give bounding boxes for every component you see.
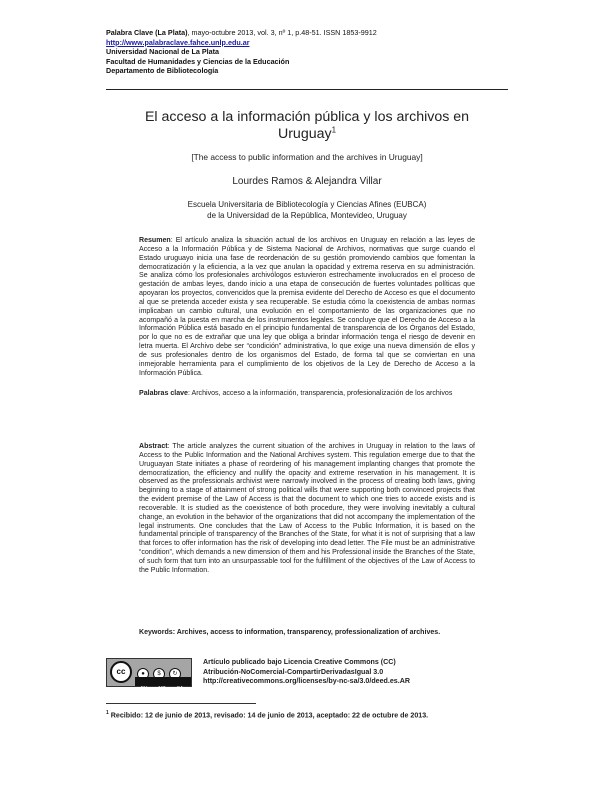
license-block	[106, 656, 526, 692]
article-subtitle: [The access to public information and the archives in Uruguay]	[191, 152, 423, 162]
department-name: Departamento de Bibliotecología	[106, 66, 219, 76]
journal-citation	[106, 28, 526, 38]
keywords-paragraph	[139, 629, 475, 638]
cc-nc-label: NC	[158, 686, 166, 692]
footnote-divider	[106, 703, 256, 704]
cc-attribute-icons	[137, 662, 191, 676]
abstract-label: Abstract	[139, 443, 168, 450]
sa-share-icon: ↻	[169, 668, 181, 680]
cc-by-label: BY	[140, 686, 148, 692]
nc-dollar-icon: $	[153, 668, 165, 680]
title-line-1: El acceso a la información pública y los archivos en	[144, 109, 470, 125]
keywords-label: Keywords	[139, 629, 173, 636]
journal-url-link[interactable]: http://www.palabraclave.fahce.unlp.edu.ar	[106, 37, 250, 47]
university-name: Universidad Nacional de La Plata	[106, 47, 220, 57]
title-line-2: Uruguay	[277, 126, 332, 142]
license-url[interactable]: http://creativecommons.org/licenses/by-nc-sa/3.0/deed.es.AR	[203, 677, 410, 685]
resumen-text: : El artículo analiza la situación actual de los archivos en Uruguay en relación a las leyes de Acceso a la Información Pública y de Sistema Nacional de Archivos, normativas que surge cuando el Estado uruguayo inicia una fase de reordenación de su gestión promoviendo cambios que fomentan la democratización y la eficiencia, a la vez que anulan la opacidad y extrema reserva en su administración. Se analiza cómo los profesionales archivólogos estuvieron estrechamente involucrados en el proceso de gestación de ambas leyes, dando inicio a una etapa de consecución de fuertes voluntades políticas que apoyaran los proyectos, convencidos que la premisa evidente del Derecho de Acceso es que el documento al que se pretenda acceder exista y sea recuperable. Se estudia cómo la coexistencia de ambas normas implicaban un cambio cultural, una evolución en el comportamiento de las organizaciones que no acompañó a la puesta en marcha de los instrumentos legales. Se concluye que el Derecho de Acceso a la Información Pública está basado en el principio fundamental de transparencia de los Órganos del Estado, por lo que no es de extrañar que una ley que obliga a brindar información tenga el riesgo de devenir en letra muerta. El Archivo debe ser “condición” administrativa, lo que exige una nueva dimensión de ellos y de sus profesionales dentro de los organismos del Estado, de forma tal que se conviertan en una inmejorable herramienta para el cumplimiento de los objetivos de la Ley de Derecho de Acceso a la Información Pública.	[139, 237, 475, 377]
palabras-clave-text: : Archivos, acceso a la información, transparencia, profesionalización de los archivos	[187, 390, 453, 397]
footnote-text: Recibido: 12 de junio de 2013, revisado: 14 de junio de 2013, aceptado: 22 de octubre de 2013.	[110, 711, 429, 720]
abstract-paragraph	[139, 443, 475, 576]
journal-citation-details: , mayo-octubre 2013, vol. 3, nº 1, p.48-51. ISSN 1853-9912	[187, 28, 377, 37]
faculty-name: Facultad de Humanidades y Ciencias de la Educación	[106, 56, 290, 66]
cc-icon: cc	[110, 661, 132, 683]
journal-header	[106, 28, 526, 76]
title-footnote-mark[interactable]: 1	[331, 125, 337, 135]
resumen-paragraph	[139, 237, 475, 379]
author-affiliation	[106, 199, 508, 221]
cc-sa-label: SA	[176, 686, 184, 692]
journal-name: Palabra Clave (La Plata)	[106, 28, 188, 37]
by-person-icon: ●	[137, 668, 149, 680]
keywords-text: : Archives, access to information, transparency, professionalization of archives.	[172, 629, 441, 636]
cc-license-badge[interactable]	[106, 658, 192, 692]
article-title	[106, 109, 508, 143]
license-text	[203, 658, 410, 687]
footnote	[106, 710, 526, 719]
palabras-clave-label: Palabras clave	[139, 390, 188, 397]
affiliation-line-2: de la Universidad de la República, Montevideo, Uruguay	[207, 211, 407, 220]
license-line-1: Artículo publicado bajo Licencia Creative Commons (CC)	[203, 658, 396, 666]
license-line-2: Atribución-NoComercial-CompartirDerivadasIgual 3.0	[203, 667, 384, 676]
palabras-clave-paragraph	[139, 390, 475, 399]
header-divider	[106, 89, 508, 90]
affiliation-line-1: Escuela Universitaria de Bibliotecología y Ciencias Afines (EUBCA)	[187, 200, 427, 209]
article-authors: Lourdes Ramos & Alejandra Villar	[232, 176, 382, 187]
resumen-label: Resumen	[139, 237, 171, 244]
abstract-text: : The article analyzes the current situation of the archives in Uruguay in relation to the laws of Access to the Public Information and the National Archives system. This regulation emerge due to that the Uruguayan State initiates a phase of reordering of his management implanting changes that promote the democratization, the efficiency and nullify the opacity and extreme reservation in his management. It is observed as the professionals archivist were narrowly involved in the process of creating both laws, giving beginning to a stage of attainment of strong political wills that were supporting both convinced projects that the evident premise of the Law of Access is that the document to which one tries to accede exists and is recoverable. It is studied as the coexistence of both procedure, they were involving inevitably a cultural change, an evolution in the behavior of the organizations that did not accompany the implementation of the legal instruments. One concludes that the Law of Access to the Public Information, it is based on the fundamental principle of transparency of the Branches of the State, for what it is not of surprising that a law that forces to offer information has the risk of developing into dead letter. The File must be an administrative “condition”, which demands a new dimension of them and his Professional inside the Branches of the State, of such form that turn into an unsurpassable tool for the fulfillment of the objectives of the Law of Access to the Public Information.	[139, 443, 475, 574]
footnote-mark: 1	[106, 710, 109, 716]
cc-badge-strip	[135, 677, 191, 692]
